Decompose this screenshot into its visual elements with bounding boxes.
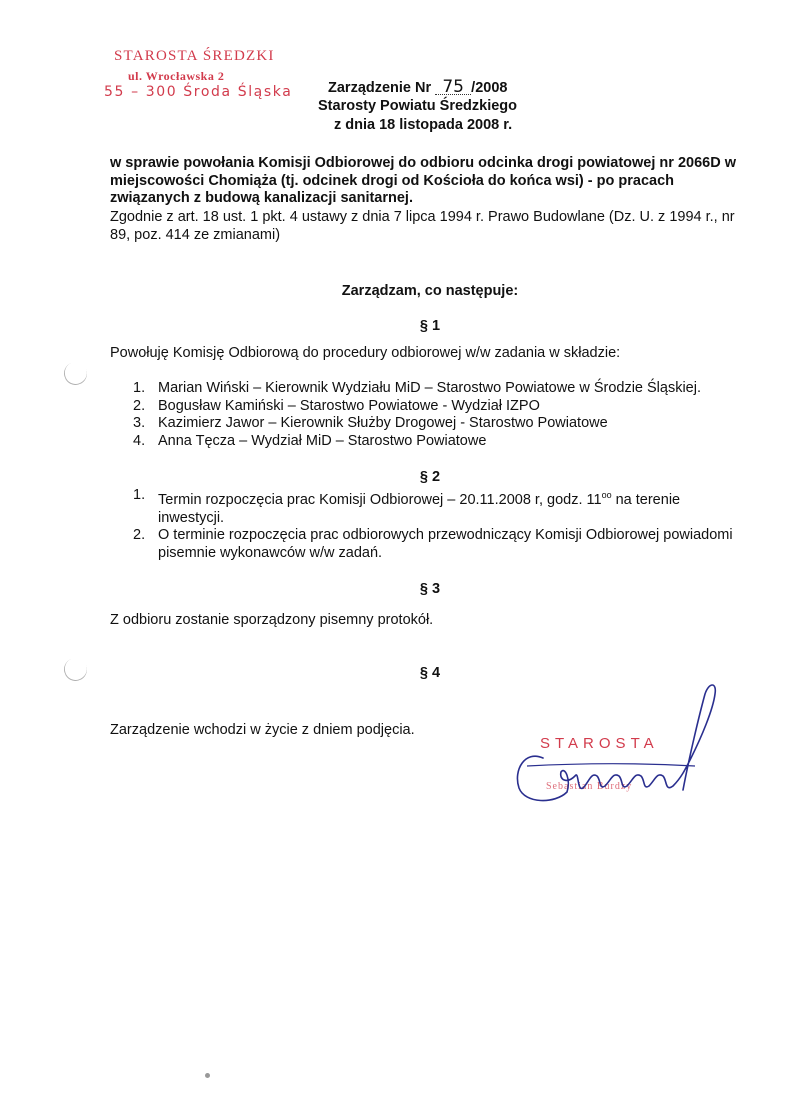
list-item (133, 415, 745, 433)
section-2-item-2: O terminie rozpoczęcia prac odbiorowych przewodniczący Komisji Odbiorowej powiadomi pisemnie wykonawców w/w zadań. (158, 527, 733, 561)
document-issuer: Starosty Powiatu Średzkiego (318, 98, 518, 114)
section-1-text: Powołuję Komisję Odbiorową do procedury odbiorowej w/w zadania w składzie: (110, 345, 621, 361)
document-title (328, 77, 508, 97)
item-text: Termin rozpoczęcia prac Komisji Odbiorowej – 20.11.2008 r, godz. 11 (158, 492, 602, 508)
signature-stamp-title: STAROSTA (540, 735, 659, 752)
member-text: Kazimierz Jawor – Kierownik Służby Drogowej - Starostwo Powiatowe (158, 415, 608, 431)
handwritten-signature (505, 680, 735, 810)
list-number: 2. (133, 527, 146, 543)
signature-stamp-name: Sebastian Burdzy (546, 781, 633, 792)
punch-hole-mark (61, 359, 90, 388)
scan-speck (205, 1073, 210, 1078)
list-item (133, 380, 745, 398)
title-prefix: Zarządzenie Nr (328, 80, 436, 96)
list-number: 3. (133, 415, 146, 431)
stamp-line-2: ul. Wrocławska 2 (128, 69, 225, 83)
list-number: 2. (133, 397, 146, 414)
member-text: Bogusław Kamiński – Starostwo Powiatowe - Wydział IZPO (158, 397, 540, 414)
member-text: Marian Wiński – Kierownik Wydziału MiD – Starostwo Powiatowe w Środzie Śląskiej. (158, 380, 701, 396)
list-number: 1. (133, 380, 146, 396)
member-text: Anna Tęcza – Wydział MiD – Starostwo Powiatowe (158, 432, 487, 449)
document-number: 75 (435, 80, 471, 95)
section-2-item-1 (158, 492, 680, 526)
document-date: z dnia 18 listopada 2008 r. (334, 117, 513, 133)
section-2-heading: § 2 (419, 469, 441, 485)
document-subject: w sprawie powołania Komisji Odbiorowej do odbioru odcinka drogi powiatowej nr 2066D w miejscowości Chomiąża (tj. odcinek drogi od Kościoła do końca wsi) - po pracach związanych z budową kanalizacji sanitarnej. (110, 155, 736, 206)
list-item (133, 527, 745, 562)
section-4-text: Zarządzenie wchodzi w życie z dniem podjęcia. (110, 722, 415, 738)
list-number: 4. (133, 432, 146, 449)
item-text: na terenie inwestycji. (158, 492, 681, 526)
list-item (133, 398, 745, 416)
time-superscript: oo (601, 490, 612, 500)
stamp-line-3: 55 – 300 Środa Śląska (104, 84, 293, 100)
list-item (133, 487, 745, 527)
legal-basis: Zgodnie z art. 18 ust. 1 pkt. 4 ustawy z dnia 7 lipca 1994 r. Prawo Budowlane (Dz. U. z 1994 r., nr 89, poz. 414 ze zmianami) (110, 209, 735, 243)
section-2-list (133, 487, 745, 562)
section-4-heading: § 4 (419, 665, 441, 681)
title-suffix: /2008 (471, 80, 508, 96)
section-3-heading: § 3 (419, 581, 441, 597)
stamp-line-1: STAROSTA ŚREDZKI (114, 48, 275, 64)
section-3-text: Z odbioru zostanie sporządzony pisemny protokół. (110, 612, 434, 628)
intro-heading: Zarządzam, co następuje: (341, 283, 519, 299)
section-1-heading: § 1 (419, 318, 441, 334)
list-number: 1. (133, 487, 146, 503)
list-item (133, 433, 745, 451)
commission-members-list (133, 380, 745, 450)
